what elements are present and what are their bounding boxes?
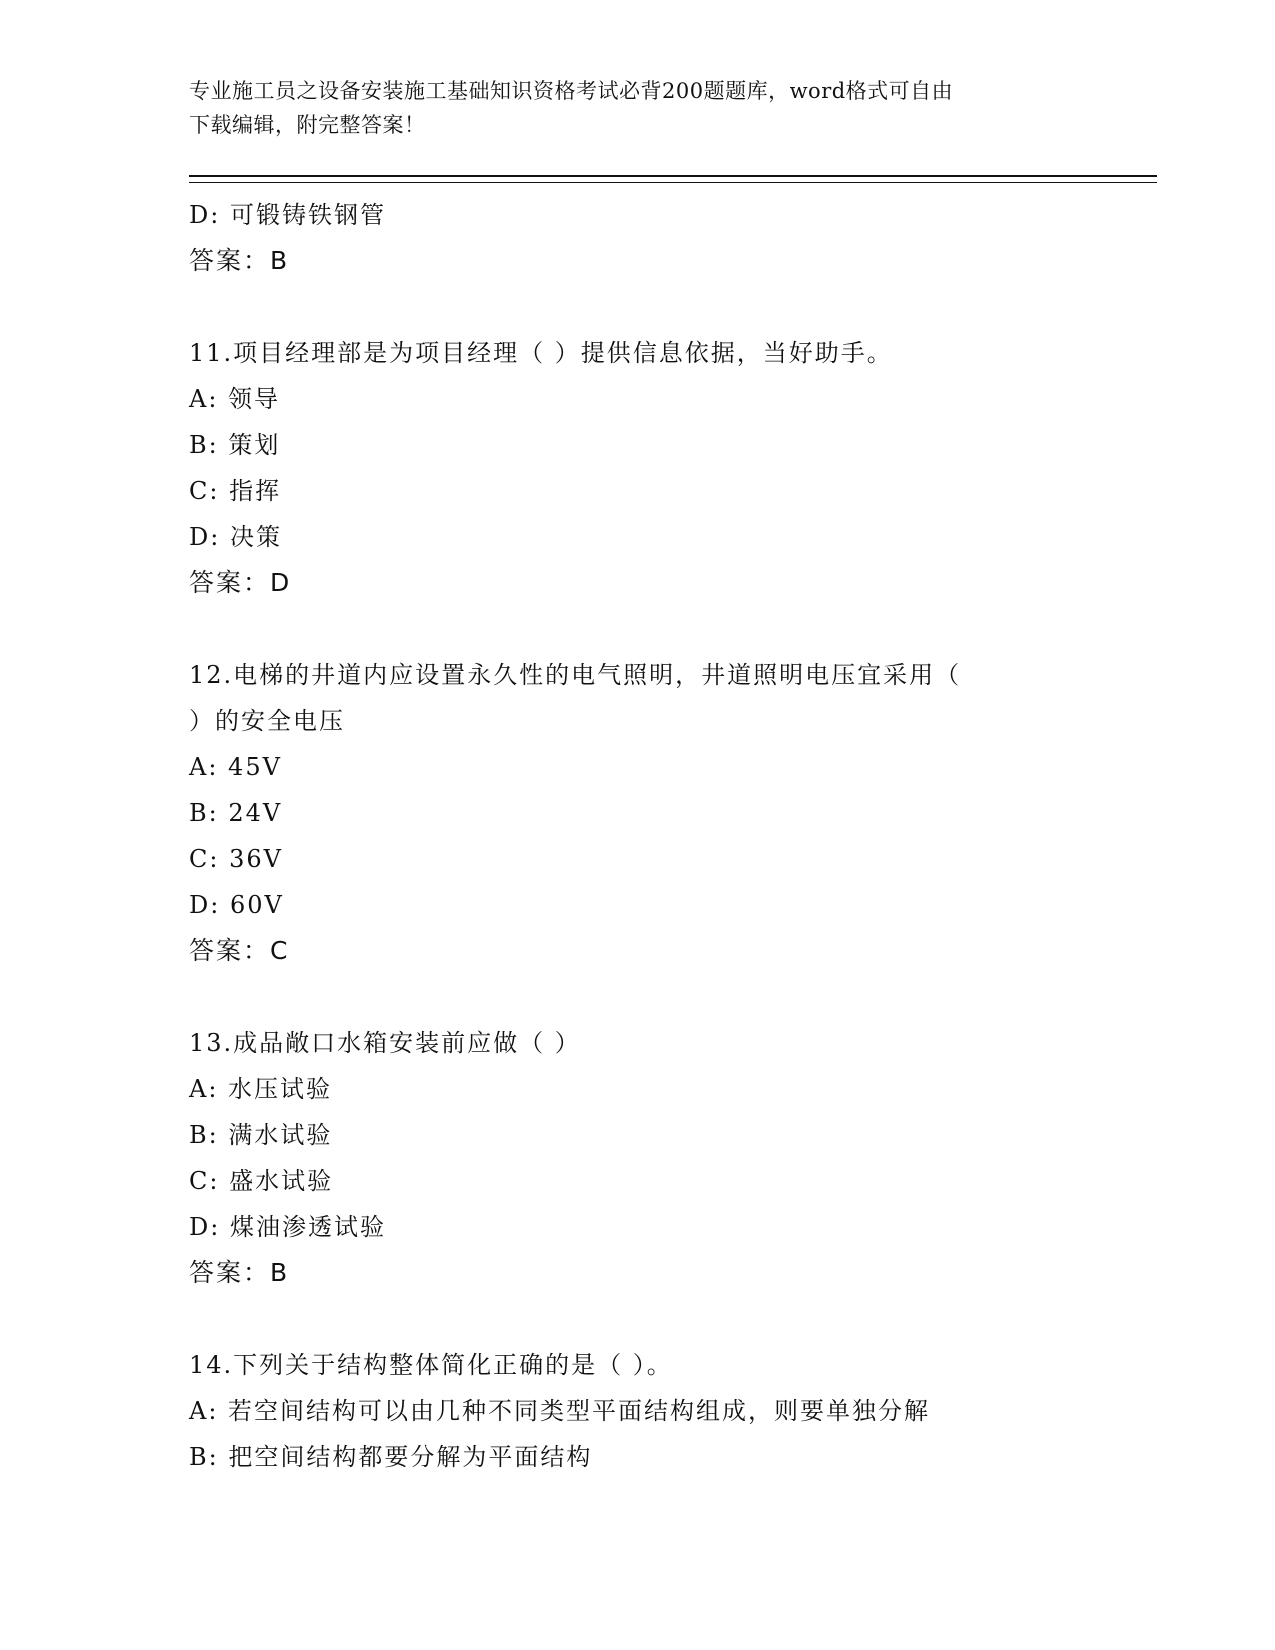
question-11-option-d: D: 决策 <box>189 523 282 551</box>
header-line-2: 下载编辑，附完整答案！ <box>189 113 426 137</box>
spacer <box>189 1296 1069 1342</box>
spacer <box>189 284 1069 330</box>
document-header <box>189 74 1089 142</box>
spacer <box>189 974 1069 1020</box>
question-14-option-b: B: 把空间结构都要分解为平面结构 <box>189 1443 593 1471</box>
question-11-answer: 答案：D <box>189 568 292 597</box>
question-13 <box>189 1020 1069 1296</box>
question-14-option-a: A: 若空间结构可以由几种不同类型平面结构组成，则要单独分解 <box>189 1397 931 1425</box>
previous-option-d: D: 可锻铸铁钢管 <box>189 201 386 229</box>
spacer <box>189 606 1069 652</box>
header-line-1: 专业施工员之设备安装施工基础知识资格考试必背200题题库，word格式可自由 <box>189 79 954 103</box>
question-11 <box>189 330 1069 606</box>
question-12-option-c: C: 36V <box>189 845 283 873</box>
question-11-option-c: C: 指挥 <box>189 477 282 505</box>
question-13-option-a: A: 水压试验 <box>189 1075 333 1103</box>
question-12-stem-line-1: 12.电梯的井道内应设置永久性的电气照明，井道照明电压宜采用（ <box>189 661 962 689</box>
question-11-stem: 11.项目经理部是为项目经理（ ）提供信息依据，当好助手。 <box>189 339 893 367</box>
question-14-stem: 14.下列关于结构整体简化正确的是（ ）。 <box>189 1351 673 1379</box>
question-list <box>189 192 1069 1480</box>
question-11-option-b: B: 策划 <box>189 431 281 459</box>
question-13-option-b: B: 满水试验 <box>189 1121 333 1149</box>
previous-answer: 答案：B <box>189 246 290 275</box>
question-12-answer: 答案：C <box>189 936 290 965</box>
question-13-answer: 答案：B <box>189 1258 290 1287</box>
question-12-option-d: D: 60V <box>189 891 284 919</box>
question-13-option-d: D: 煤油渗透试验 <box>189 1213 386 1241</box>
question-11-option-a: A: 领导 <box>189 385 281 413</box>
question-13-stem: 13.成品敞口水箱安装前应做（ ） <box>189 1029 581 1057</box>
question-12-option-a: A: 45V <box>189 753 282 781</box>
question-13-option-c: C: 盛水试验 <box>189 1167 334 1195</box>
question-14 <box>189 1342 1069 1480</box>
question-12-option-b: B: 24V <box>189 799 283 827</box>
header-divider <box>189 175 1157 183</box>
question-12-stem-line-2: ）的安全电压 <box>189 707 345 735</box>
question-12 <box>189 652 1069 974</box>
